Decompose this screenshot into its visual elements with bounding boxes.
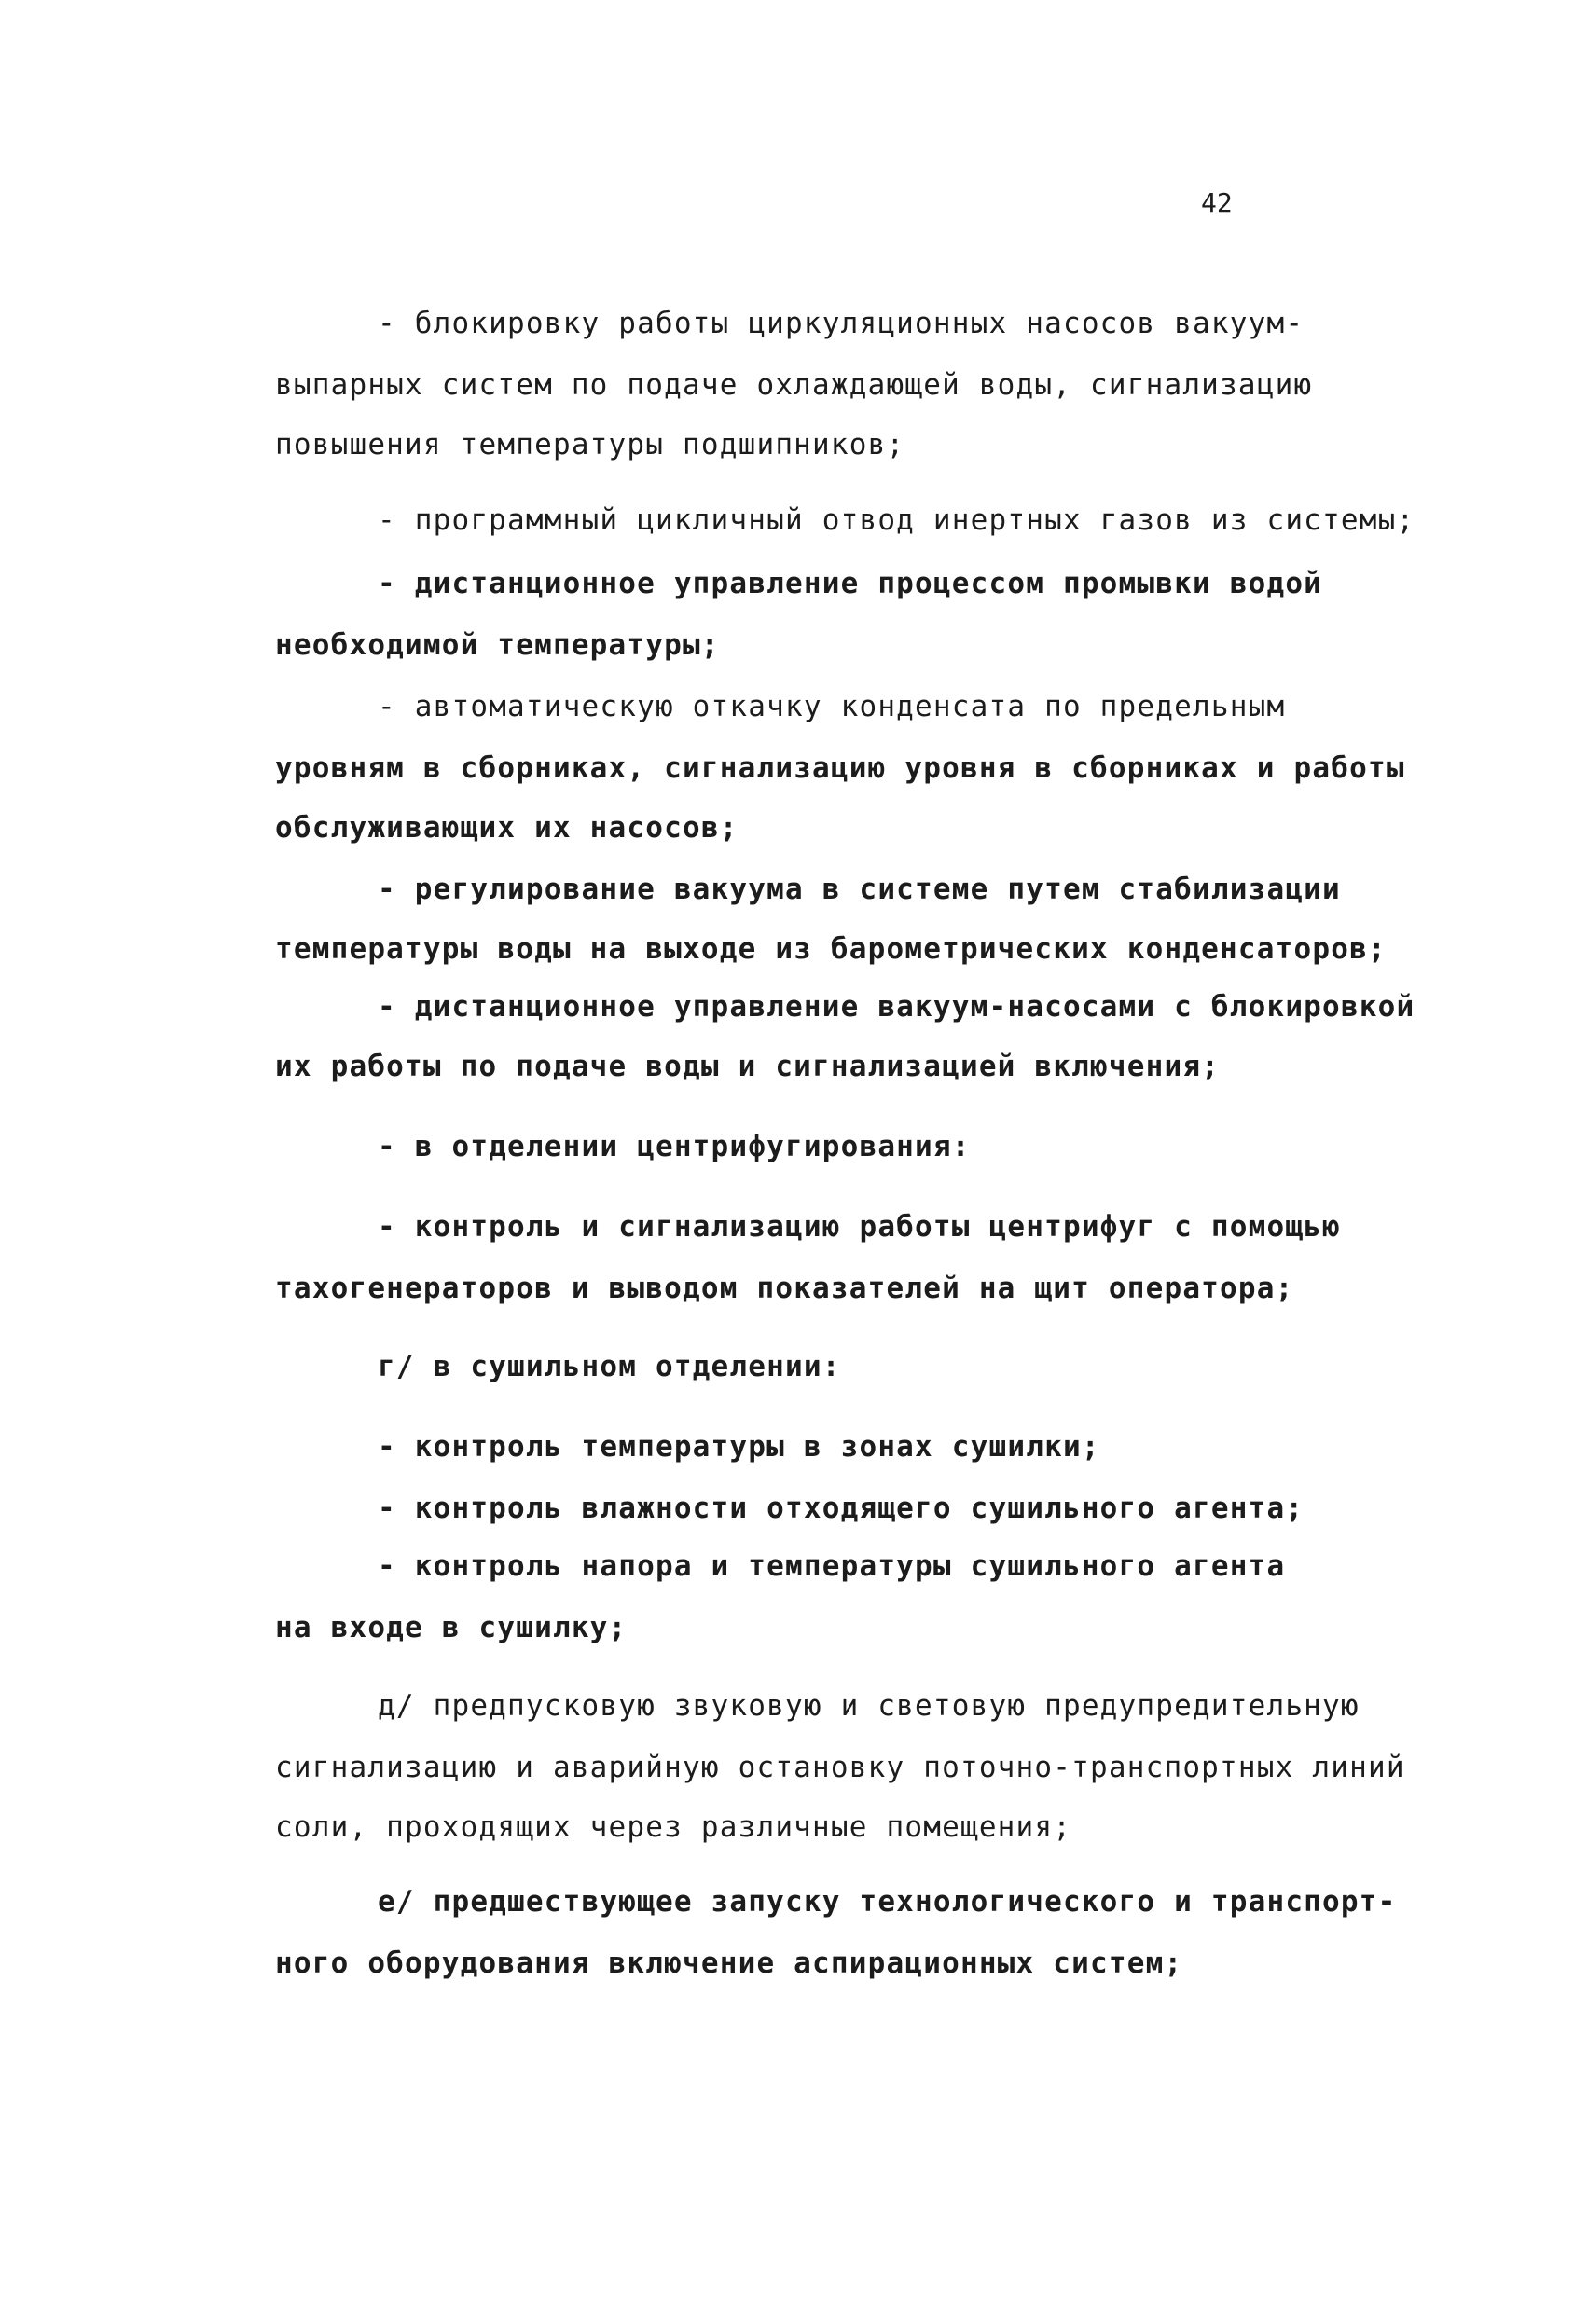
text-line: сигнализацию и аварийную остановку поточно-транспортных линий: [275, 1751, 1405, 1784]
text-line: температуры воды на выходе из барометрических конденсаторов;: [275, 932, 1387, 966]
text-line: их работы по подаче воды и сигнализацией включения;: [275, 1050, 1221, 1083]
text-line: - контроль влажности отходящего сушильного агента;: [378, 1492, 1305, 1525]
text-line: - контроль температуры в зонах сушилки;: [378, 1430, 1100, 1464]
text-line: ного оборудования включение аспирационных систем;: [275, 1946, 1183, 1980]
text-line: д/ предпусковую звуковую и световую предупредительную: [378, 1689, 1360, 1723]
text-line: - контроль и сигнализацию работы центрифуг с помощью: [378, 1210, 1341, 1244]
text-line: необходимой температуры;: [275, 628, 720, 662]
text-line: - блокировку работы циркуляционных насосов вакуум-: [378, 307, 1305, 340]
text-line: выпарных систем по подаче охлаждающей воды, сигнализацию: [275, 368, 1313, 402]
text-line: е/ предшествующее запуску технологического и транспорт-: [378, 1885, 1397, 1918]
text-line: - автоматическую откачку конденсата по предельным: [378, 690, 1286, 723]
text-line: г/ в сушильном отделении:: [378, 1350, 841, 1383]
text-line: на входе в сушилку;: [275, 1611, 628, 1644]
page-number: 42: [1201, 187, 1233, 218]
text-line: обслуживающих их насосов;: [275, 811, 739, 845]
text-line: тахогенераторов и выводом показателей на щит оператора;: [275, 1272, 1294, 1305]
text-line: - дистанционное управление процессом промывки водой: [378, 567, 1323, 600]
text-line: уровням в сборниках, сигнализацию уровня в сборниках и работы: [275, 751, 1405, 785]
text-line: - дистанционное управление вакуум-насосами с блокировкой: [378, 990, 1415, 1024]
text-line: - в отделении центрифугирования:: [378, 1130, 971, 1163]
text-line: - регулирование вакуума в системе путем стабилизации: [378, 873, 1341, 906]
text-line: соли, проходящих через различные помещения;: [275, 1810, 1072, 1844]
text-line: повышения температуры подшипников;: [275, 428, 905, 461]
text-line: - контроль напора и температуры сушильного агента: [378, 1549, 1286, 1583]
text-line: - программный цикличный отвод инертных газов из системы;: [378, 503, 1415, 537]
